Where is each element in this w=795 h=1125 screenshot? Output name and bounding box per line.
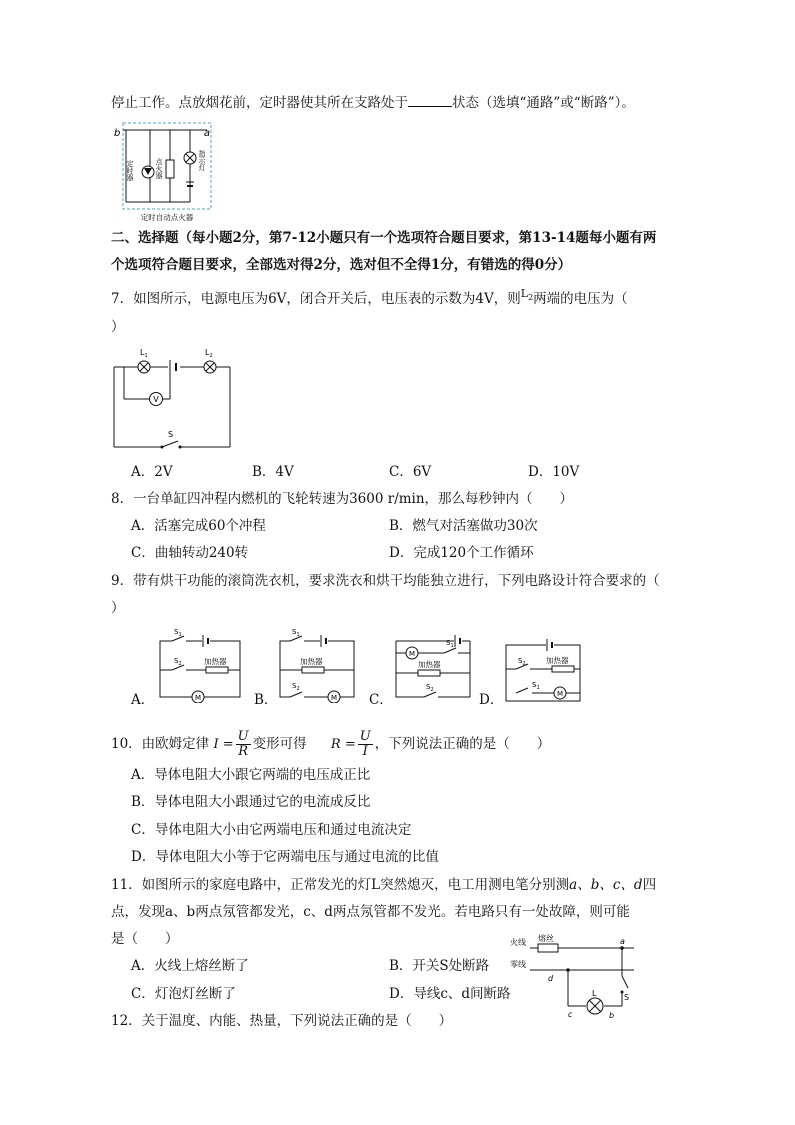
- q7-option-d: D．10V: [528, 464, 580, 480]
- q10-formula1-frac: $\frac{U}{R}$: [237, 729, 249, 759]
- q11-line3: 是（ ）: [111, 931, 179, 947]
- q11-option-b: B．开关S处断路: [389, 958, 490, 974]
- q7-l2-l: L: [520, 287, 529, 300]
- s2-label: $S_2$: [174, 657, 182, 667]
- q10-option-d: D．导体电阻大小等于它两端电压与通过电流的比值: [131, 849, 439, 865]
- q11-line2: 点，发现a、b两点氖管都发光，c、d两点氖管都不发光。若电路只有一处故障，则可能: [111, 904, 630, 920]
- q10-formula1-lhs: I =: [213, 737, 234, 752]
- q7-switch-label: S: [168, 430, 174, 439]
- section-2-header-line2: 个选项符合题目要求，全部选对得2分，选对但不全得1分，有错选的得0分）: [111, 257, 572, 273]
- q7-l1-label: $L_1$: [140, 348, 148, 359]
- q11-label-b: b: [609, 1011, 615, 1020]
- q8-option-d: D．完成120个工作循环: [389, 545, 534, 561]
- q10-formula2-frac: $\frac{U}{I}$: [359, 729, 371, 759]
- q6-caption: 定时自动点火器: [140, 213, 194, 222]
- q10-stem-c: ，下列说法正确的是（ ）: [374, 736, 551, 752]
- q6-circuit-figure: [112, 120, 214, 224]
- svg-text:S1: $S_1$: [446, 639, 454, 649]
- q11-switch-label: S: [624, 993, 630, 1002]
- q7-stem-b: 两端的电压为（: [533, 291, 628, 307]
- q11-option-d: D．导线c、d间断路: [389, 986, 511, 1002]
- q7-option-a: A．2V: [131, 464, 173, 480]
- q11-label-c: c: [568, 1010, 573, 1019]
- q10-stem-b: 变形可得: [252, 736, 307, 752]
- q10-stem-a: 10．由欧姆定律: [111, 736, 210, 752]
- q11-lamp-label: L: [592, 989, 597, 998]
- svg-text:M: M: [408, 650, 416, 658]
- q9-stem: 9．带有烘干功能的滚筒洗衣机，要求洗衣和烘干均能独立进行，下列电路设计符合要求的（: [111, 573, 660, 589]
- svg-text:M: M: [556, 690, 564, 698]
- heater-label: 加热器: [204, 657, 227, 666]
- svg-text:S1: $S_1$: [292, 628, 300, 638]
- q8-option-b: B．燃气对活塞做功30次: [389, 518, 538, 534]
- q9-option-d-label: D．: [479, 692, 504, 708]
- svg-text:S2: $S_2$: [292, 682, 300, 692]
- q11-line1: 11．如图所示的家庭电路中，正常发光的灯L突然熄灭，电工用测电笔分别测a、b、c、d四: [111, 877, 657, 893]
- q9-circuit-b: [276, 625, 368, 703]
- svg-text:加热器: 加热器: [300, 657, 323, 666]
- q9-option-a-label: A．: [131, 692, 155, 708]
- q9-option-b-label: B．: [254, 692, 278, 708]
- q10-formula2-lhs: R =: [330, 737, 356, 752]
- svg-text:S1: $S_1$: [532, 681, 540, 691]
- q6-label-igniter: 点火器: [155, 158, 163, 179]
- q7-stem-end: ）: [111, 319, 125, 335]
- q10-stem: [111, 724, 550, 765]
- q11-option-a: A．火线上熔丝断了: [131, 958, 249, 974]
- q10-option-a: A．导体电阻大小跟它两端的电压成正比: [131, 767, 371, 783]
- svg-text:加热器: 加热器: [546, 656, 569, 665]
- q11-live-label: 火线: [510, 938, 526, 947]
- q6-tail-text2: 状态（选填“通路”或“断路”）。: [452, 95, 635, 111]
- q7-l2-label: $L_2$: [205, 348, 213, 359]
- svg-text:S2: $S_2$: [426, 683, 434, 693]
- q11-label-a: a: [620, 937, 625, 946]
- q7-circuit-figure: [112, 343, 234, 451]
- q7-stem: [111, 287, 628, 313]
- q11-option-c: C．灯泡灯丝断了: [131, 986, 236, 1002]
- svg-text:M: M: [330, 694, 338, 702]
- motor-label: M: [194, 694, 202, 702]
- q8-stem: 8．一台单缸四冲程内燃机的飞轮转速为3600 r/min，那么每秒钟内（ ）: [111, 491, 574, 507]
- q6-label-a: a: [203, 128, 210, 139]
- q8-option-c: C．曲轴转动240转: [131, 545, 249, 561]
- svg-text:S2: $S_2$: [518, 657, 526, 667]
- q11-neutral-label: 零线: [510, 960, 526, 969]
- q11-label-d: d: [548, 974, 554, 983]
- q7-option-b: B．4V: [252, 464, 294, 480]
- q7-l2-symbol: [520, 287, 534, 303]
- svg-text:加热器: 加热器: [418, 660, 441, 669]
- q8-option-a: A．活塞完成60个冲程: [131, 518, 266, 534]
- section-2-header-line1: 二、选择题（每小题2分，第7-12小题只有一个选项符合题目要求，第13-14题每小题有两: [111, 230, 657, 246]
- q6-label-b: b: [114, 128, 121, 139]
- q7-voltmeter-label: V: [153, 395, 159, 404]
- q12-stem: 12．关于温度、内能、热量，下列说法正确的是（ ）: [111, 1013, 453, 1029]
- q9-circuit-a: [154, 625, 246, 703]
- q9-option-c-label: C．: [369, 692, 393, 708]
- q10-option-b: B．导体电阻大小跟通过它的电流成反比: [131, 794, 371, 810]
- blank-line: [408, 94, 452, 107]
- q7-stem-a: 7．如图所示，电源电压为6V，闭合开关后，电压表的示数为4V，则: [111, 291, 521, 307]
- q7-l2-sub: 2: [528, 293, 534, 303]
- s1-label: $S_1$: [174, 628, 182, 638]
- q6-label-lamp: 指示灯: [198, 150, 206, 171]
- q10-option-c: C．导体电阻大小由它两端电压和通过电流决定: [131, 822, 412, 838]
- q11-circuit-figure: [508, 930, 636, 1022]
- q9-circuit-c: [392, 633, 476, 701]
- q11-fuse-label: 熔丝: [538, 934, 554, 943]
- q9-circuit-d: [502, 633, 588, 705]
- q6-label-timer: 定时器: [126, 160, 134, 181]
- q6-tail-text: 停止工作。点放烟花前，定时器使其所在支路处于: [111, 95, 408, 111]
- q9-stem-end: ）: [111, 600, 125, 616]
- q6-tail-line: [111, 94, 635, 112]
- q7-option-c: C．6V: [389, 464, 432, 480]
